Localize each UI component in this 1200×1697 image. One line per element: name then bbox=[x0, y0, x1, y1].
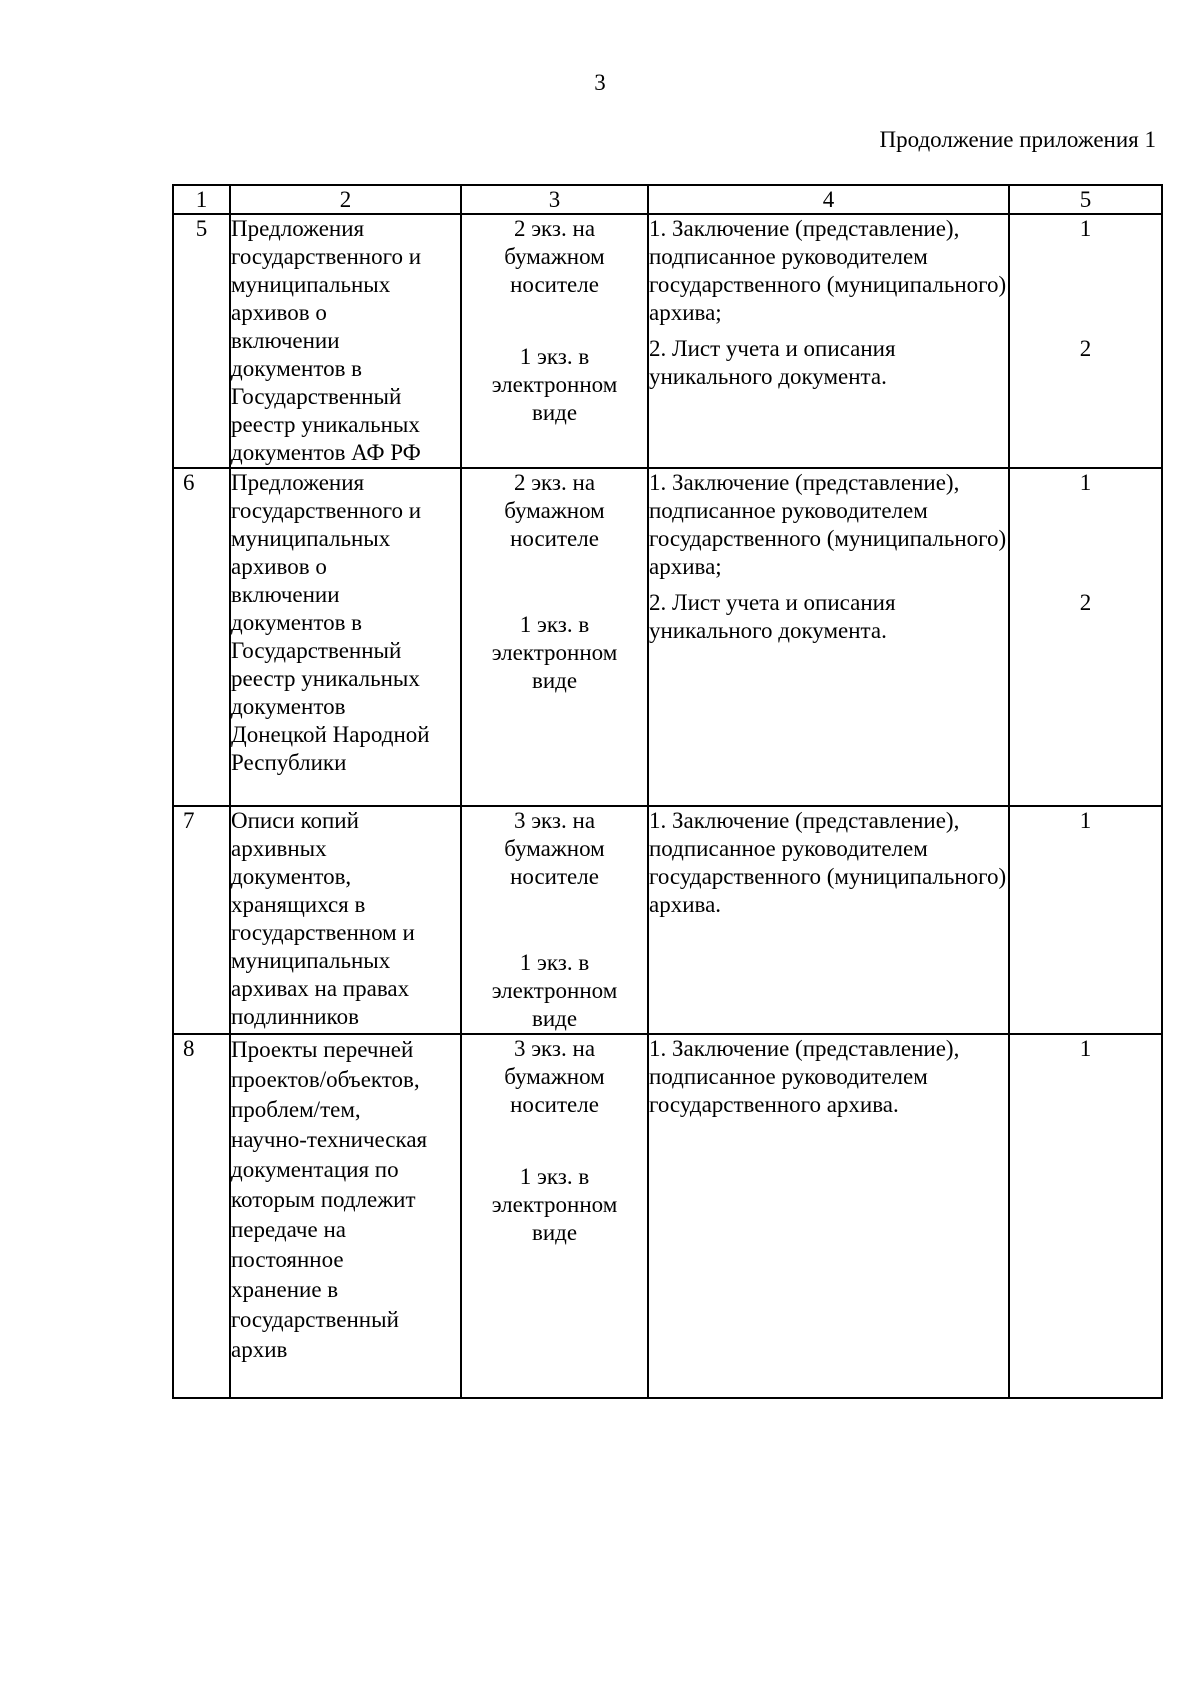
attachment-item-1: 1. Заключение (представление), подписанное руководителем государственного (муниципального) архива; bbox=[649, 470, 1007, 579]
attachments-cell bbox=[648, 806, 1009, 1034]
row-number: 7 bbox=[173, 806, 230, 1034]
attachment-item-1: 1. Заключение (представление), подписанное руководителем государственного (муниципального) архива. bbox=[649, 808, 1007, 917]
copies-cell bbox=[461, 1034, 648, 1398]
attachment-item-2: 2. Лист учета и описания уникального документа. bbox=[649, 590, 896, 643]
count-cell bbox=[1009, 214, 1162, 468]
attachment-item-2: 2. Лист учета и описания уникального документа. bbox=[649, 336, 896, 389]
row-number: 8 bbox=[173, 1034, 230, 1398]
attachments-cell bbox=[648, 214, 1009, 468]
document-name bbox=[230, 214, 461, 468]
attachments-cell bbox=[648, 1034, 1009, 1398]
copies-electronic: 1 экз. в электронном виде bbox=[491, 1164, 618, 1245]
count-1: 1 bbox=[1079, 1036, 1092, 1061]
row-number: 6 bbox=[173, 468, 230, 806]
count-1: 1 bbox=[1079, 470, 1092, 495]
column-header-4: 4 bbox=[648, 185, 1009, 214]
attachment-item-1: 1. Заключение (представление), подписанное руководителем государственного (муниципального) архива; bbox=[649, 216, 1007, 325]
column-header-5: 5 bbox=[1009, 185, 1162, 214]
document-name-text: Описи копий архивных документов, хранящихся в государственном и муниципальных архивах на правах подлинников bbox=[231, 808, 415, 1029]
copies-paper: 3 экз. на бумажном носителе bbox=[504, 808, 605, 889]
attachment-item-1: 1. Заключение (представление), подписанное руководителем государственного архива. bbox=[649, 1036, 960, 1117]
count-cell bbox=[1009, 806, 1162, 1034]
copies-paper: 3 экз. на бумажном носителе bbox=[504, 1036, 605, 1117]
count-cell bbox=[1009, 1034, 1162, 1398]
document-name bbox=[230, 1034, 461, 1398]
table-row bbox=[173, 214, 1162, 468]
copies-electronic: 1 экз. в электронном виде bbox=[491, 344, 618, 425]
table-header-row bbox=[173, 185, 1162, 214]
document-name bbox=[230, 806, 461, 1034]
row-number: 5 bbox=[173, 214, 230, 468]
count-2: 2 bbox=[1079, 590, 1092, 615]
copies-paper: 2 экз. на бумажном носителе bbox=[504, 216, 605, 297]
document-name-text: Проекты перечней проектов/объектов, проблем/тем, научно-техническая документация по которым подлежит передаче на постоянное хранение в государственный архив bbox=[231, 1037, 428, 1362]
copies-paper: 2 экз. на бумажном носителе bbox=[504, 470, 605, 551]
document-name-text: Предложения государственного и муниципальных архивов о включении документов в Государственный реестр уникальных документов Донецкой Народной Республики bbox=[231, 470, 430, 775]
copies-electronic: 1 экз. в электронном виде bbox=[491, 950, 618, 1031]
copies-cell bbox=[461, 806, 648, 1034]
column-header-1: 1 bbox=[173, 185, 230, 214]
count-1: 1 bbox=[1079, 216, 1092, 241]
copies-cell bbox=[461, 468, 648, 806]
column-header-2: 2 bbox=[230, 185, 461, 214]
page-number: 3 bbox=[594, 70, 606, 95]
document-name-text: Предложения государственного и муниципальных архивов о включении документов в Государственный реестр уникальных документов АФ РФ bbox=[231, 216, 422, 465]
copies-cell bbox=[461, 214, 648, 468]
count-2: 2 bbox=[1079, 336, 1092, 361]
attachments-cell bbox=[648, 468, 1009, 806]
count-cell bbox=[1009, 468, 1162, 806]
continuation-note: Продолжение приложения 1 bbox=[879, 127, 1156, 152]
count-1: 1 bbox=[1079, 808, 1092, 833]
table-row bbox=[173, 468, 1162, 806]
appendix-table bbox=[172, 184, 1163, 1399]
document-name bbox=[230, 468, 461, 806]
copies-electronic: 1 экз. в электронном виде bbox=[491, 612, 618, 693]
table-row bbox=[173, 1034, 1162, 1398]
column-header-3: 3 bbox=[461, 185, 648, 214]
table-row bbox=[173, 806, 1162, 1034]
